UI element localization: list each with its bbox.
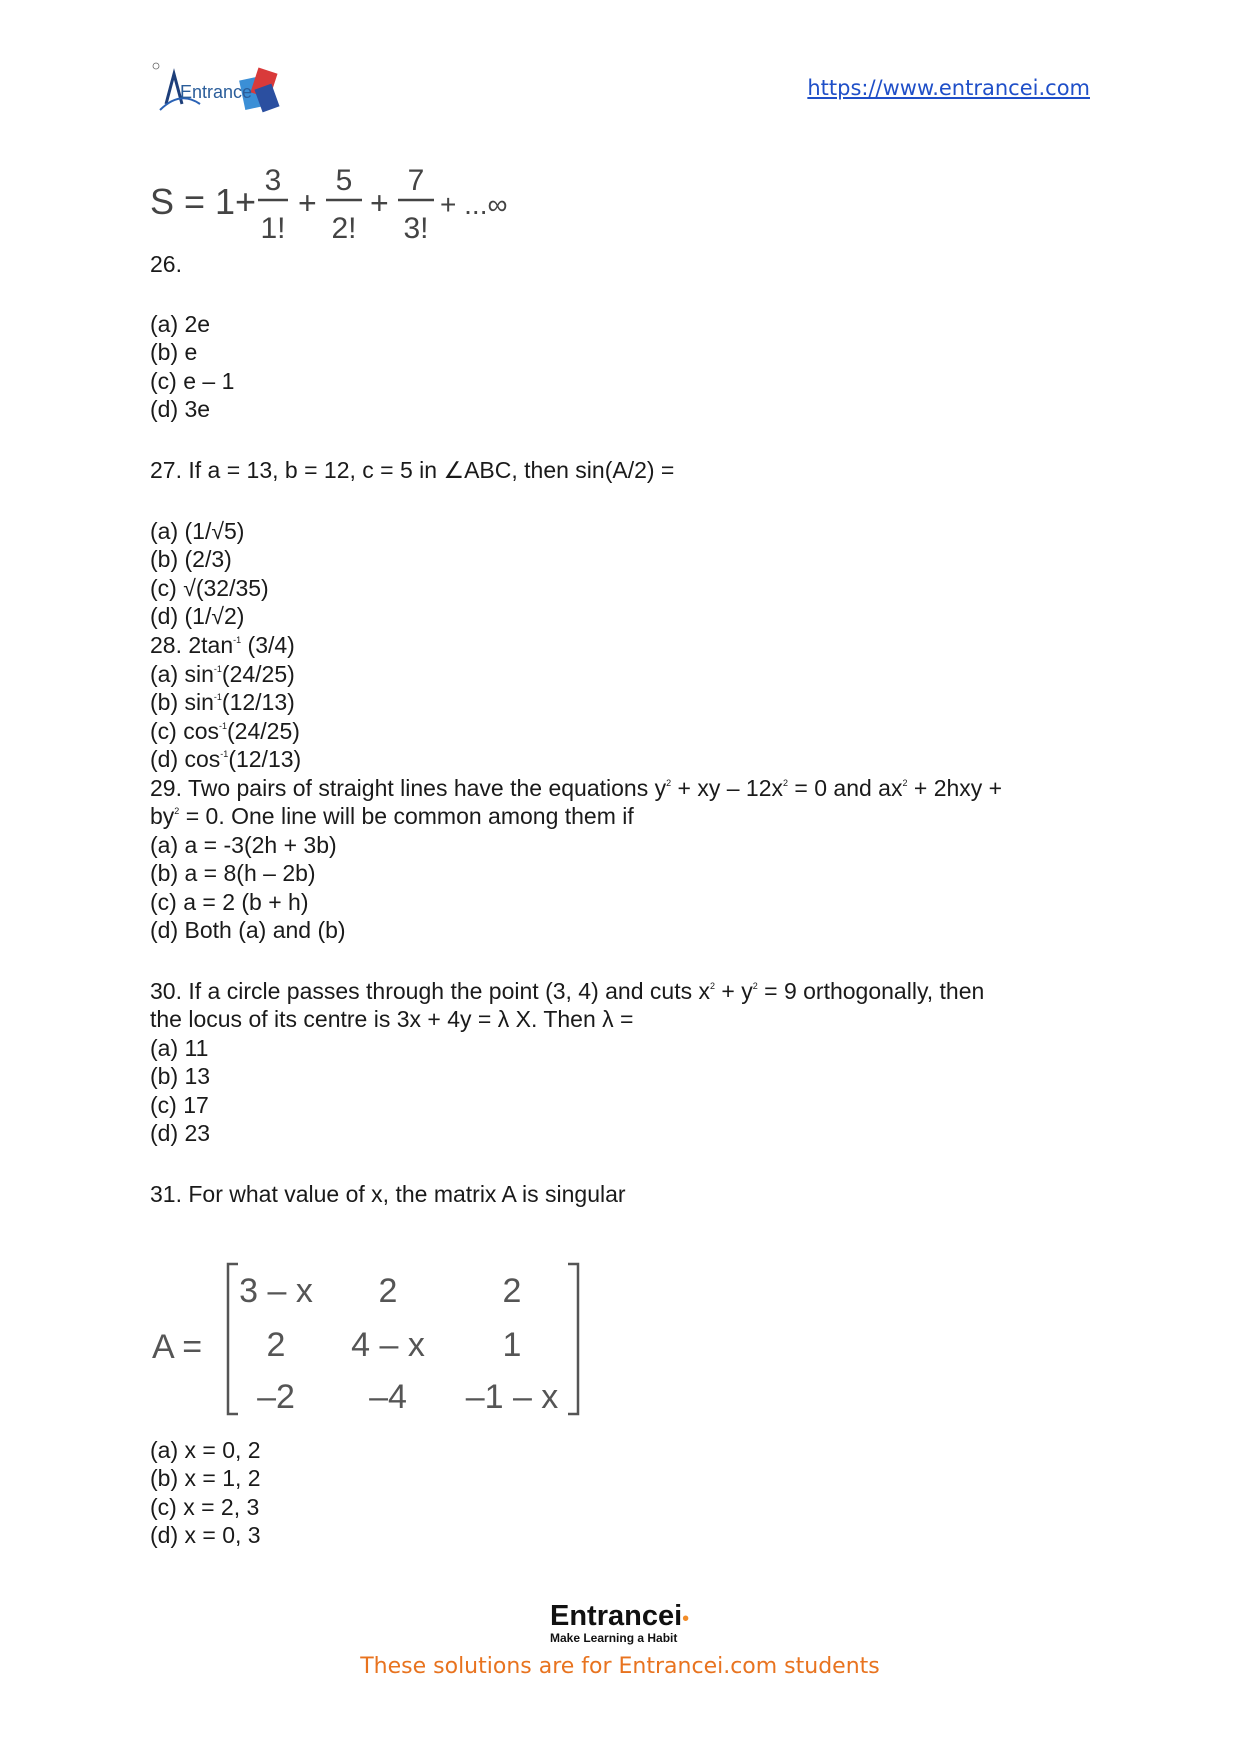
q27-option-a: (a) (1/√5) xyxy=(150,518,245,544)
matrix-cell-r2c1: 2 xyxy=(266,1326,286,1364)
eq-plus-2: + xyxy=(370,185,389,221)
q30-option-d: (d) 23 xyxy=(150,1120,211,1146)
q29-stem-line1: 29. Two pairs of straight lines have the equations $y^2$ + xy – $12x^2 = 0$ and $ax^2 + 2hxy$ + xyxy=(150,775,1003,801)
eq-t1-num: 3 xyxy=(264,164,282,197)
footer-tagline: Make Learning a Habit xyxy=(550,1631,678,1645)
matrix-cell-r1c3: 2 xyxy=(502,1272,522,1310)
q26-option-d: (d) 3e xyxy=(150,396,211,422)
eq-plus-1: + xyxy=(298,185,317,221)
q29-option-a: (a) a = -3(2h + 3b) xyxy=(150,832,337,858)
q29-option-d: (d) Both (a) and (b) xyxy=(150,917,346,943)
q28-option-d: (d) $\cos^{-1}(12/13)$ xyxy=(150,746,302,772)
q27-option-b: (b) (2/3) xyxy=(150,546,232,572)
eq-t2-den: 2! xyxy=(331,212,357,245)
footer-brand-name: Entrancei xyxy=(550,1600,683,1632)
q28-option-a: (a) $\sin^{-1}(24/25)$ xyxy=(150,661,295,687)
matrix-cell-r3c3: –1 – x xyxy=(465,1378,559,1416)
matrix-cell-r3c1: –2 xyxy=(257,1378,295,1416)
eq-t2-num: 5 xyxy=(335,164,353,197)
q27-option-c: (c) √(32/35) xyxy=(150,575,269,601)
q28-option-c: (c) $\cos^{-1}(24/25)$ xyxy=(150,718,300,744)
q26-option-a: (a) 2e xyxy=(150,311,211,337)
q31-option-d: (d) x = 0, 3 xyxy=(150,1522,261,1548)
q26-option-b: (b) e xyxy=(150,339,198,365)
q30-option-c: (c) 17 xyxy=(150,1092,209,1118)
footer-note: These solutions are for Entrancei.com students xyxy=(360,1654,880,1679)
q26-number: 26. xyxy=(150,251,182,277)
eq-t3-num: 7 xyxy=(407,164,425,197)
brand-dot-icon: • xyxy=(682,1608,690,1630)
eq-t3-den: 3! xyxy=(403,212,429,245)
matrix-cell-r1c1: 3 – x xyxy=(239,1272,313,1310)
q31-option-b: (b) x = 1, 2 xyxy=(150,1465,261,1491)
entrancei-logo xyxy=(150,60,310,130)
eq-lhs: S = 1+ xyxy=(150,181,257,222)
q27-option-d: (d) (1/√2) xyxy=(150,603,245,629)
q28-option-b: (b) $\sin^{-1}(12/13)$ xyxy=(150,689,295,715)
q26-option-c: (c) e – 1 xyxy=(150,368,235,394)
q30-option-a: (a) 11 xyxy=(150,1035,209,1061)
matrix-cell-r2c3: 1 xyxy=(502,1326,522,1364)
q27-stem: 27. If a = 13, b = 12, c = 5 in ∠ABC, then sin(A/2) = xyxy=(150,457,675,483)
q30-option-b: (b) 13 xyxy=(150,1063,211,1089)
matrix-label: A = xyxy=(152,1328,203,1366)
footer-brand xyxy=(550,1600,690,1645)
q30-stem-line1: 30. If a circle passes through the point (3, 4) and cuts $x^2 + y^2 = 9$ orthogonally, then xyxy=(150,978,985,1004)
q28-stem: 28. $2\tan^{-1}$ (3/4) xyxy=(150,632,295,658)
q31-stem: 31. For what value of x, the matrix A is singular xyxy=(150,1181,626,1207)
series-equation-image xyxy=(148,152,548,252)
q29-stem-line2: $by^2 = 0$. One line will be common among them if xyxy=(150,803,634,829)
matrix-cell-r1c2: 2 xyxy=(378,1272,398,1310)
matrix-cell-r2c2: 4 – x xyxy=(351,1326,425,1364)
q29-option-c: (c) a = 2 (b + h) xyxy=(150,889,309,915)
matrix-equation-image xyxy=(150,1250,590,1430)
q30-stem-line2: the locus of its centre is 3x + 4y = λ X. Then λ = xyxy=(150,1006,634,1032)
q31-option-c: (c) x = 2, 3 xyxy=(150,1494,260,1520)
q29-option-b: (b) a = 8(h – 2b) xyxy=(150,860,316,886)
site-url-link[interactable]: https://www.entrancei.com xyxy=(807,76,1090,100)
q31-option-a: (a) x = 0, 2 xyxy=(150,1437,261,1463)
logo-text: Entrance xyxy=(180,82,253,102)
matrix-cell-r3c2: –4 xyxy=(369,1378,407,1416)
eq-tail: + ...∞ xyxy=(440,189,508,220)
eq-t1-den: 1! xyxy=(260,212,286,245)
